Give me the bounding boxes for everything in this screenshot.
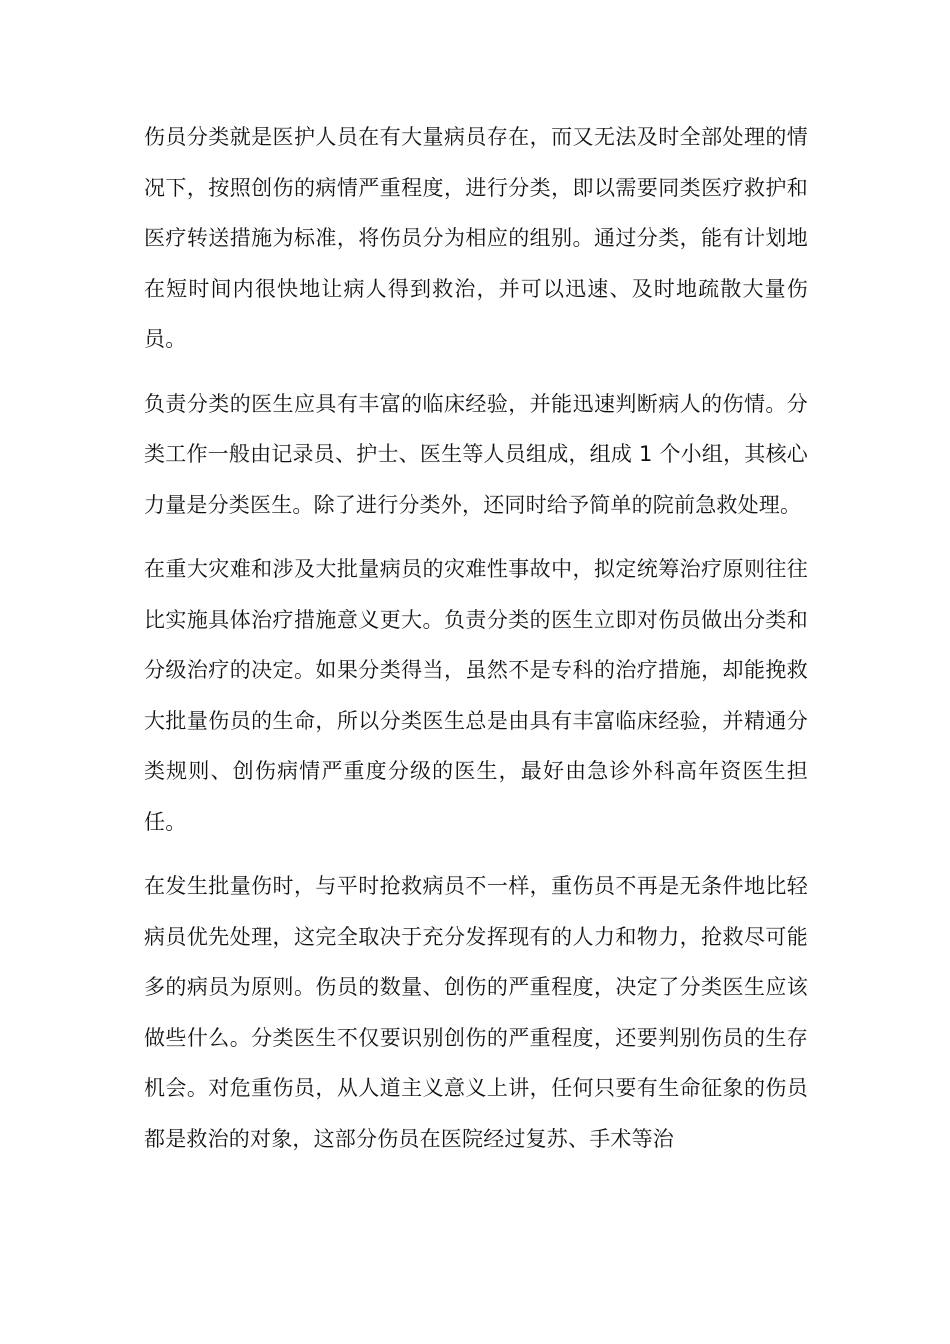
paragraph-mass-casualty: 在发生批量伤时，与平时抢救病员不一样，重伤员不再是无条件地比轻病员优先处理，这完全取决于充分发挥现有的人力和物力，抢救尽可能多的病员为原则。伤员的数量、创伤的严重程度，决定了分类医生应该做些什么。分类医生不仅要识别创伤的严重程度，还要判别伤员的生存机会。对危重伤员，从人道主义意义上讲，任何只要有生命征象的伤员都是救治的对象，这部分伤员在医院经过复苏、手术等治 [144,874,808,1151]
paragraph-triage-definition: 伤员分类就是医护人员在有大量病员存在，而又无法及时全部处理的情况下，按照创伤的病情严重程度，进行分类，即以需要同类医疗救护和医疗转送措施为标准，将伤员分为相应的组别。通过分类，能有计划地在短时间内很快地让病人得到救治，并可以迅速、及时地疏散大量伤员。 [144,125,808,351]
paragraph-triage-doctor: 负责分类的医生应具有丰富的临床经验，并能迅速判断病人的伤情。分类工作一般由记录员、护士、医生等人员组成，组成 1 个小组，其核心力量是分类医生。除了进行分类外，还同时给予简单的院前急救处理。 [144,391,808,517]
document-body [144,112,808,1178]
paragraph-disaster-principles: 在重大灾难和涉及大批量病员的灾难性事故中，拟定统筹治疗原则往往比实施具体治疗措施意义更大。负责分类的医生立即对伤员做出分类和分级治疗的决定。如果分类得当，虽然不是专科的治疗措施，却能挽救大批量伤员的生命，所以分类医生总是由具有丰富临床经验，并精通分类规则、创伤病情严重度分级的医生，最好由急诊外科高年资医生担任。 [144,557,808,834]
